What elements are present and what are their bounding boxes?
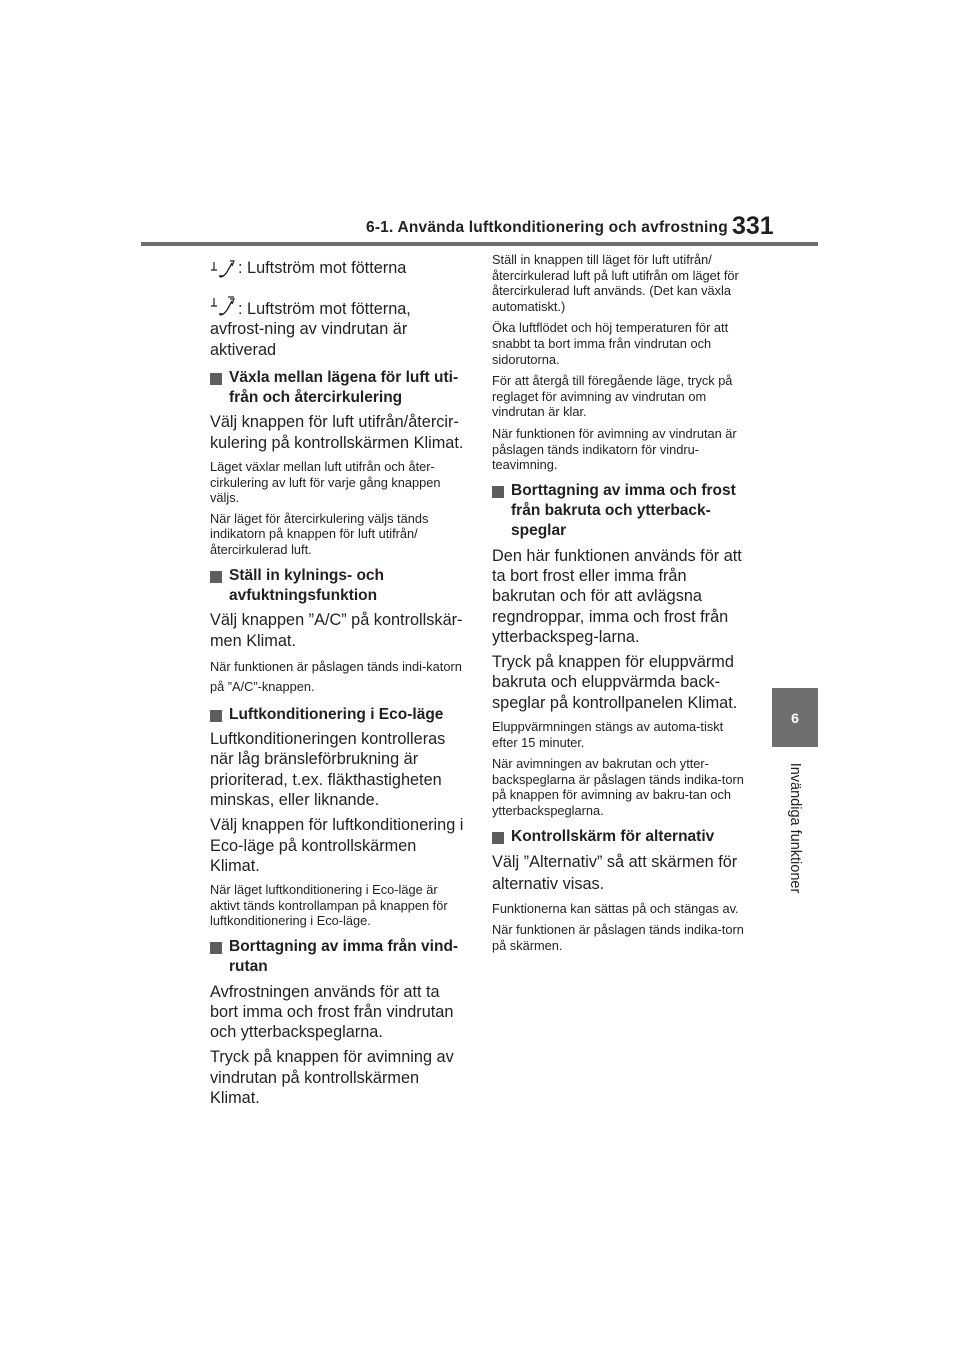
heading-text: Luftkonditionering i Eco-läge [229,705,444,723]
heading-text: Borttagning av imma från vind-rutan [229,937,459,976]
body-text: Välj knappen ”A/C” på kontrollskär-men Klimat. [210,611,463,650]
note-text: När avimningen av bakrutan och ytter-backspeglarna är påslagen tänds indika-torn på knappen för avimning av bakru-tan och ytterbackspeglarna. [492,756,744,818]
feet-defrost-label: : Luftström mot fötterna, avfrost-ning av vindrutan är aktiverad [210,300,411,359]
note-text: När funktionen är påslagen tänds indi-katorn på ”A/C”-knappen. [210,658,462,694]
left-column [210,258,468,1108]
note-text: Ställ in knappen till läget för luft utifrån/ återcirkulerad luft på luft utifrån om läget för återcirkulerad luft används. (Det kan växla automatiskt.) [492,252,739,314]
feet-defrost-item [210,296,468,360]
note-text: Funktionerna kan sättas på och stängas av. [492,900,739,916]
body-text: Luftkonditioneringen kontrolleras när låg bränsleförbrukning är prioriterad, t.ex. fläkthastigheten minskas, eller liknande. [210,730,446,810]
section-title: 6-1. Använda luftkonditionering och avfrostning [366,219,728,236]
chapter-title: Invändiga funktioner [787,762,803,894]
square-bullet-icon [492,486,504,498]
body-text: Välj ”Alternativ” så att skärmen för alternativ visas. [492,852,738,893]
note-text: Läget växlar mellan luft utifrån och åter-cirkulering av luft för varje gång knappen väljs. [210,459,441,506]
page-number: 331 [732,212,774,240]
square-bullet-icon [210,373,222,385]
square-bullet-icon [210,571,222,583]
section-heading-recirculation [210,368,468,409]
section-heading-eco [210,705,468,725]
chapter-number: 6 [791,709,799,726]
header-divider [141,242,818,246]
heading-text: Kontrollskärm för alternativ [511,827,715,845]
feet-airflow-icon [210,258,236,280]
body-text: Välj knappen för luft utifrån/återcir-kulering på kontrollskärmen Klimat. [210,413,464,452]
body-text: Tryck på knappen för eluppvärmd bakruta och eluppvärmda back-speglar på kontrollpanelen Klimat. [492,653,738,712]
section-heading-windshield [210,937,468,978]
section-heading-cooling [210,566,468,607]
feet-airflow-text: : Luftström mot fötterna [238,259,407,277]
note-text: Öka luftflödet och höj temperaturen för att snabbt ta bort imma från vindrutan och sidorutorna. [492,320,729,367]
heading-text: Borttagning av imma och frost från bakruta och ytterback-speglar [511,481,736,540]
note-text: När läget för återcirkulering väljs tänds indikatorn på knappen för luft utifrån/ återcirkulerad luft. [210,510,429,558]
square-bullet-icon [492,832,504,844]
body-text: Den här funktionen används för att ta bort frost eller imma från bakrutan och för att avlägsna regndroppar, imma och frost från ytterbackspeg-larna. [492,546,742,646]
note-text: När funktionen är påslagen tänds indika-torn på skärmen. [492,922,744,954]
heading-text: Ställ in kylnings- och avfuktningsfunktion [229,566,385,604]
note-text: För att återgå till föregående läge, tryck på reglaget för avimning av vindrutan om vindrutan är klar. [492,373,733,420]
square-bullet-icon [210,710,222,722]
feet-defrost-text [210,296,468,360]
note-text: Eluppvärmningen stängs av automa-tiskt efter 15 minuter. [492,718,724,750]
feet-airflow-item [210,258,468,280]
section-heading-rear-window [492,481,748,542]
heading-text: Växla mellan lägena för luft uti-från och återcirkulering [229,368,459,407]
note-text: När funktionen för avimning av vindrutan är påslagen tänds indikatorn för vindru-teavimning. [492,425,737,473]
body-text: Välj knappen för luftkonditionering i Eco-läge på kontrollskärmen Klimat. [210,816,464,875]
body-text: Avfrostningen används för att ta bort imma och frost från vindrutan och ytterbackspeglarna. [210,982,454,1042]
section-heading-options [492,827,748,847]
note-text: När läget luftkonditionering i Eco-läge är aktivt tänds kontrollampan på knappen för luftkonditionering i Eco-läge. [210,882,448,929]
body-text: Tryck på knappen för avimning av vindrutan på kontrollskärmen Klimat. [210,1048,454,1108]
chapter-tab [772,688,818,747]
right-column [492,252,748,954]
square-bullet-icon [210,942,222,954]
feet-defrost-airflow-icon [210,296,236,318]
